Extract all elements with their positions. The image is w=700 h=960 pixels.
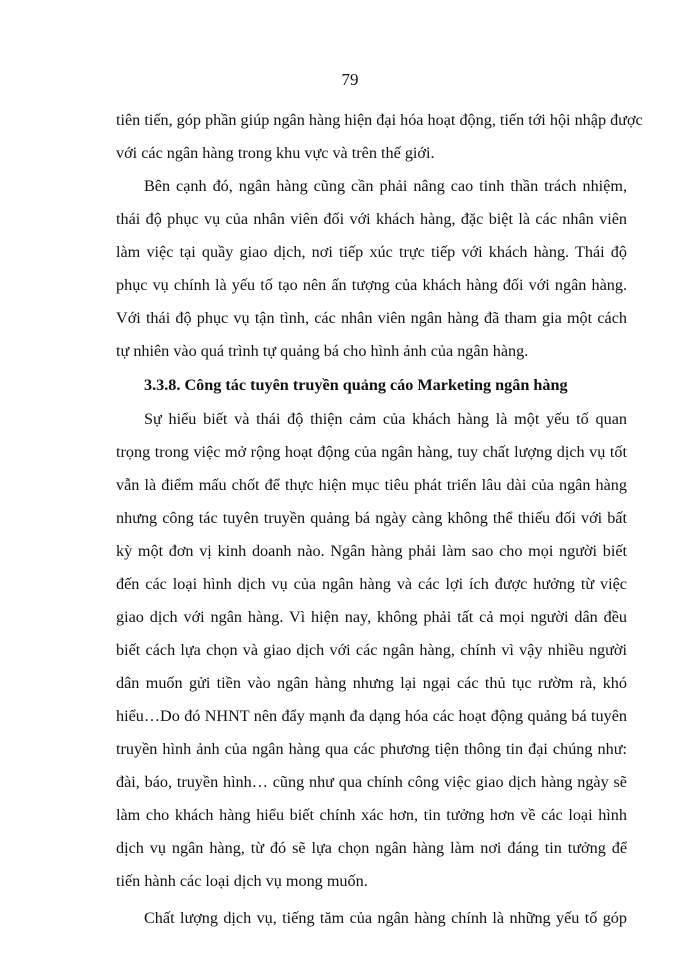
text-line: dịch vụ ngân hàng, từ đó sẽ lựa chọn ngân hàng làm nơi đáng tin tưởng để [116, 839, 627, 857]
text-line: nhưng công tác tuyên truyền quảng bá ngày càng không thể thiếu đối với bất [116, 509, 627, 527]
paragraph-first-line: Sự hiểu biết và thái độ thiện cảm của khách hàng là một yếu tố quan [144, 410, 627, 428]
text-line: làm cho khách hàng hiểu biết chính xác hơn, tin tưởng hơn về các loại hình [116, 806, 627, 824]
page-number: 79 [341, 70, 359, 89]
text-line: tiến hành các loại dịch vụ mong muốn. [116, 872, 368, 890]
text-line: đài, báo, truyền hình… cũng như qua chính công việc giao dịch hàng ngày sẽ [116, 773, 627, 791]
text-line: vẫn là điểm mấu chốt để thực hiện mục tiêu phát triển lâu dài của ngân hàng [116, 476, 627, 494]
text-line: làm việc tại quầy giao dịch, nơi tiếp xúc trực tiếp với khách hàng. Thái độ [116, 243, 627, 261]
paragraph-first-line: Chất lượng dịch vụ, tiếng tăm của ngân hàng chính là những yếu tố góp [144, 909, 627, 927]
text-line: biết cách lựa chọn và giao dịch với các ngân hàng, chính vì vậy nhiều người [116, 641, 627, 659]
text-line: dân muốn gửi tiền vào ngân hàng nhưng lại ngại các thủ tục rườm rà, khó [116, 674, 627, 692]
text-line: truyền hình ảnh của ngân hàng qua các phương tiện thông tin đại chúng như: [116, 740, 627, 758]
text-line: Với thái độ phục vụ tận tình, các nhân viên ngân hàng đã tham gia một cách [116, 309, 627, 327]
paragraph-first-line: Bên cạnh đó, ngân hàng cũng cần phải nâng cao tinh thần trách nhiệm, [144, 177, 627, 195]
text-line: kỳ một đơn vị kinh doanh nào. Ngân hàng phải làm sao cho mọi người biết [116, 542, 627, 560]
text-line: tự nhiên vào quá trình tự quảng bá cho hình ảnh của ngân hàng. [116, 342, 529, 360]
text-line: hiểu…Do đó NHNT nên đẩy mạnh đa dạng hóa các hoạt động quảng bá tuyên [116, 707, 627, 725]
text-line: với các ngân hàng trong khu vực và trên thế giới. [116, 144, 435, 162]
text-line: tiên tiến, góp phần giúp ngân hàng hiện đại hóa hoạt động, tiến tới hội nhập được [116, 111, 643, 129]
text-line: đến các loại hình dịch vụ của ngân hàng và các lợi ích được hưởng từ việc [116, 575, 627, 593]
text-line: giao dịch với ngân hàng. Vì hiện nay, không phải tất cả mọi người dân đều [116, 608, 627, 626]
text-line: phục vụ chính là yếu tố tạo nên ấn tượng của khách hàng đối với ngân hàng. [116, 276, 627, 294]
text-line: thái độ phục vụ của nhân viên đối với khách hàng, đặc biệt là các nhân viên [116, 210, 627, 228]
section-heading: 3.3.8. Công tác tuyên truyền quảng cáo Marketing ngân hàng [144, 376, 568, 394]
text-line: trọng trong việc mở rộng hoạt động của ngân hàng, tuy chất lượng dịch vụ tốt [116, 443, 627, 461]
